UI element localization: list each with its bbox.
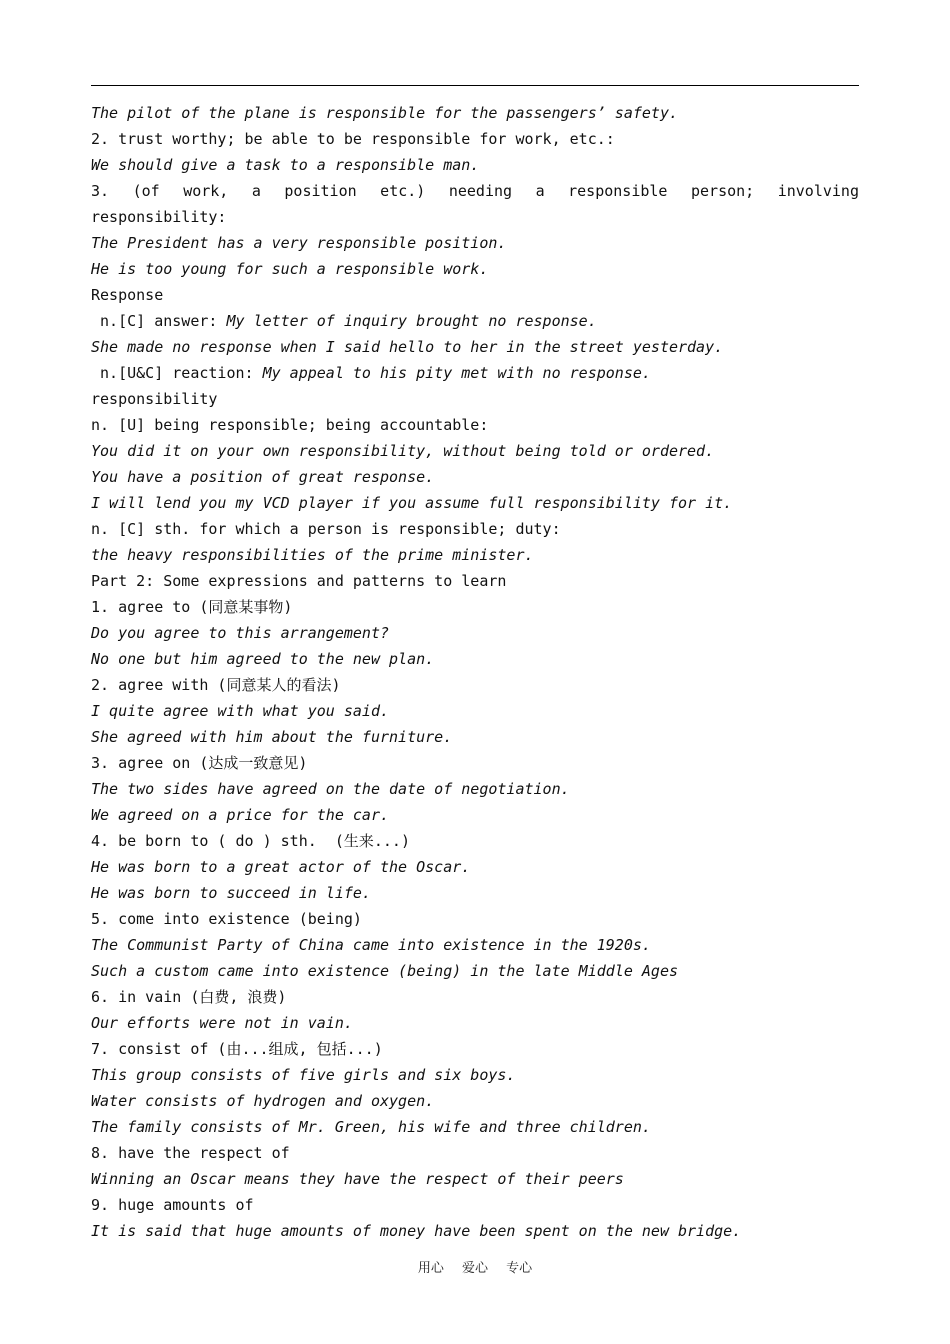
example-sentence: Such a custom came into existence (being) in the late Middle Ages [91,962,678,980]
example-sentence: The President has a very responsible position. [91,234,507,252]
example-sentence: He was born to succeed in life. [91,884,371,902]
example-sentence: She agreed with him about the furniture. [91,728,453,746]
definition-line: 1. agree to (同意某事物) [91,598,293,616]
definition-line: 8. have the respect of [91,1144,290,1162]
example-sentence: Our efforts were not in vain. [91,1014,353,1032]
definition-line: 2. agree with (同意某人的看法) [91,676,341,694]
definition-line: 5. come into existence (being) [91,910,362,928]
example-sentence: You did it on your own responsibility, without being told or ordered. [91,442,715,460]
word: 3. [91,182,110,200]
definition-line: 7. consist of (由...组成, 包括...) [91,1040,383,1058]
example-sentence: He is too young for such a responsible work. [91,260,489,278]
example-sentence: He was born to a great actor of the Oscar. [91,858,471,876]
example-sentence: I quite agree with what you said. [91,702,390,720]
definition-with-example [91,308,859,334]
definition-text: n.[U&C] reaction: [91,364,263,382]
word: involving [777,182,859,200]
example-sentence: the heavy responsibilities of the prime minister. [91,546,534,564]
definition-line: 9. huge amounts of [91,1196,254,1214]
word: needing [448,182,513,200]
definition-line: 2. trust worthy; be able to be responsible for work, etc.: [91,130,615,148]
example-sentence: Winning an Oscar means they have the respect of their peers [91,1170,624,1188]
example-sentence: The Communist Party of China came into existence in the 1920s. [91,936,651,954]
example-sentence: We should give a task to a responsible man. [91,156,480,174]
example-sentence: The family consists of Mr. Green, his wife and three children. [91,1118,651,1136]
definition-with-example [91,360,859,386]
word: responsible [568,182,668,200]
word: (of [132,182,160,200]
definition-line: 3. agree on (达成一致意见) [91,754,308,772]
definition-line: n. [U] being responsible; being accountable: [91,416,489,434]
word: work, [183,182,229,200]
example-sentence: The two sides have agreed on the date of negotiation. [91,780,570,798]
example-sentence: She made no response when I said hello to her in the street yesterday. [91,338,724,356]
word: person; [690,182,755,200]
example-sentence: We agreed on a price for the car. [91,806,390,824]
example-sentence: No one but him agreed to the new plan. [91,650,435,668]
justified-definition-line [91,178,859,204]
word: a [251,182,261,200]
definition-line: Response [91,286,164,304]
example-sentence: My appeal to his pity met with no response. [262,364,651,382]
example-sentence: You have a position of great response. [91,468,435,486]
example-sentence: It is said that huge amounts of money have been spent on the new bridge. [91,1222,742,1240]
word: a [535,182,545,200]
definition-text: n.[C] answer: [91,312,227,330]
word: position [284,182,357,200]
example-sentence: Water consists of hydrogen and oxygen. [91,1092,435,1110]
definition-line: n. [C] sth. for which a person is responsible; duty: [91,520,561,538]
example-sentence: Do you agree to this arrangement? [91,624,390,642]
header-rule [91,85,859,86]
definition-line: 6. in vain (白费, 浪费) [91,988,287,1006]
word: etc.) [380,182,426,200]
example-sentence: The pilot of the plane is responsible for the passengers’ safety. [91,104,678,122]
page-footer: 用心 爱心 专心 [417,1261,533,1276]
definition-line: Part 2: Some expressions and patterns to learn [91,572,507,590]
example-sentence: I will lend you my VCD player if you assume full responsibility for it. [91,494,733,512]
document-body [91,100,859,1244]
definition-line: 4. be born to ( do ) sth. (生来...) [91,832,410,850]
definition-line: responsibility [91,390,218,408]
example-sentence: This group consists of five girls and six boys. [91,1066,516,1084]
definition-line: responsibility: [91,208,227,226]
example-sentence: My letter of inquiry brought no response. [226,312,597,330]
